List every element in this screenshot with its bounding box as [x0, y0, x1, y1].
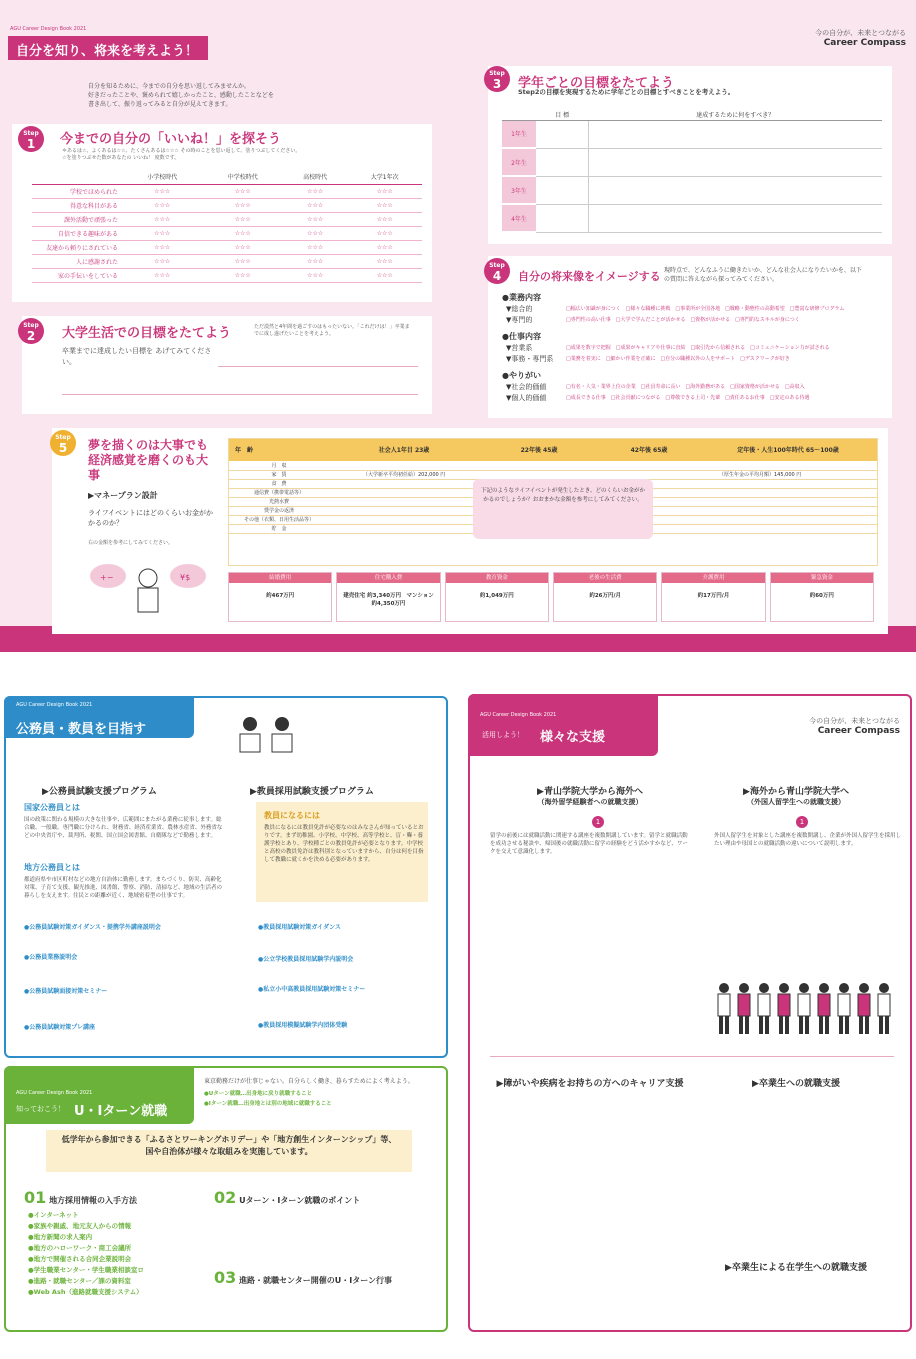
step1-card — [12, 124, 432, 302]
person-figure — [838, 983, 850, 1034]
likes-row — [32, 268, 422, 282]
star-rating[interactable]: ☆☆☆ — [122, 198, 202, 212]
answer-line[interactable] — [218, 366, 418, 367]
star-rating[interactable]: ☆☆☆ — [347, 212, 422, 226]
step-number: 1 — [796, 816, 808, 828]
star-rating[interactable]: ☆☆☆ — [283, 184, 347, 198]
future-section-heading: ●業務内容 — [502, 293, 541, 302]
magenta-kicker: 活用しよう！ — [482, 731, 524, 739]
cost-title: 結婚費用 — [229, 573, 331, 583]
step1-title: 今までの自分の「いいね！」を探そう — [60, 132, 282, 147]
step2-title: 大学生活での目標をたてよう — [62, 326, 232, 341]
info-source-item: ●Web Ash（進路就職支援システム） — [28, 1288, 143, 1296]
civil-program-item[interactable]: ●公務員試験対策ガイダンス・提携学外講座説明会 — [24, 924, 161, 931]
likes-row-label: 課外活動で頑張った — [32, 212, 122, 226]
likes-row-label: 友達から頼りにされている — [32, 240, 122, 254]
step3-title: 学年ごとの目標をたてよう — [518, 76, 675, 91]
checkbox-options[interactable]: □業務を着実に □細かい作業を正確に □自分の職種以外の人をサポート □デスクワークが好き — [566, 356, 790, 362]
abroad-body: 留学の前後には就職活動に関連する講座を複数開講しています。留学と就職活動を成功させる秘訣や、帰国後の就職活動に留学の経験をどう活かすかなど、ワークを交えて意識化します。 — [490, 833, 688, 855]
life-plan-row-label: 月 収 — [229, 461, 329, 470]
teacher-program-heading: ▶教員採用試験支援プログラム — [250, 787, 374, 797]
national-body: 国の政策に関わる規模の大きな仕事や、広範囲にまたがる業務に従事します。総合職、一般職、専門職に分けられ、財務省、経済産業省、農林水産省、外務省などの中央省庁や、裁判所、税関、国立国会図書館、自衛隊などで勤務します。 — [24, 817, 223, 839]
step5-badge: Step 5 — [50, 430, 76, 456]
step3-sub: Step2の目標を実現するために学年ごとの目標とすべきことを考えよう。 — [518, 88, 735, 96]
checkbox-options[interactable]: □成長できる仕事 □社会貢献につながる □尊敬できる上司・先輩 □責任あるお仕事 □安定のある待遇 — [566, 395, 810, 401]
support-panel — [468, 694, 912, 1332]
step4-title: 自分の将来像をイメージする — [518, 270, 661, 283]
person-figure — [818, 983, 830, 1034]
grade-row[interactable]: 1年生 — [502, 120, 882, 148]
students-illustration — [232, 712, 302, 756]
star-rating[interactable]: ☆☆☆ — [202, 226, 282, 240]
cost-card — [336, 572, 440, 622]
grade-row[interactable]: 3年生 — [502, 176, 882, 204]
likes-row-label: 得意な科目がある — [32, 198, 122, 212]
u-turn-def: ●Uターン就職…出身地に戻り就職すること — [204, 1091, 313, 1097]
life-event-costs — [228, 572, 878, 622]
star-rating[interactable]: ☆☆☆ — [202, 240, 282, 254]
step2-card — [22, 316, 432, 414]
star-rating[interactable]: ☆☆☆ — [283, 198, 347, 212]
star-rating[interactable]: ☆☆☆ — [347, 240, 422, 254]
national-heading: 国家公務員とは — [24, 803, 80, 812]
civil-program-heading: ▶公務員試験支援プログラム — [42, 787, 157, 797]
section-02: 02 Uターン・Iターン就職のポイント — [214, 1188, 361, 1207]
local-body: 都道府県や市区町村などの地方自治体に勤務します。まちづくり、防災、高齢化対策、子育て支援、観光推進、図書館、警察、消防、清掃など、地域の生活者の暮らしを支えます。住民との距離が近く、地域密着型の仕事です。 — [24, 877, 223, 899]
future-criterion: ▼個人的価値 — [506, 394, 547, 402]
step5-card — [52, 428, 888, 634]
answer-line[interactable] — [62, 394, 418, 395]
abroad-heading: ▶青山学院大学から海外へ （海外留学経験者への就職支援） — [537, 787, 643, 806]
star-rating[interactable]: ☆☆☆ — [202, 184, 282, 198]
cost-value: 約1,049万円 — [479, 593, 514, 599]
cost-title: 介護費用 — [662, 573, 764, 583]
star-rating[interactable]: ☆☆☆ — [202, 268, 282, 282]
future-criterion: ▼専門的 — [506, 316, 533, 324]
step2-note: ただ漠然と4年間を過ごすのはもったいない。「これだけは！」卒業までに成し遂げたいことを考えよう。 — [254, 324, 410, 337]
life-plan-row[interactable] — [229, 461, 877, 470]
col-university-y1: 大学1年次 — [347, 170, 422, 184]
likes-table — [32, 170, 422, 283]
international-heading: ▶海外から青山学院大学へ （外国人留学生への就職支援） — [743, 787, 849, 806]
cost-card — [228, 572, 332, 622]
info-source-list — [28, 1210, 144, 1298]
star-rating[interactable]: ☆☆☆ — [122, 212, 202, 226]
section-03: 03 進路・就職センター開催のU・Iターン行事 — [214, 1268, 393, 1287]
life-plan-table — [228, 438, 878, 566]
cost-value: 約467万円 — [266, 593, 295, 599]
cost-title: 緊急資金 — [771, 573, 873, 583]
future-section-heading: ●仕事内容 — [502, 332, 541, 341]
step-number: 1 — [592, 816, 604, 828]
civil-program-item[interactable]: ●公務員試験面接対策セミナー — [24, 988, 108, 995]
info-source-item: ●地方のハローワーク・商工会議所 — [28, 1244, 132, 1252]
teacher-program-item[interactable]: ●公立学校教員採用試験学内説明会 — [258, 956, 354, 963]
info-source-item: ●家族や親戚、地元友人からの情報 — [28, 1222, 132, 1230]
future-criterion: ▼営業系 — [506, 344, 533, 352]
life-plan-row-label: 通信費（携帯電話等） — [229, 488, 329, 497]
future-section-heading: ●やりがい — [502, 371, 541, 380]
person-figure — [738, 983, 750, 1034]
checkbox-options[interactable]: □成果を数字で把握 □成果がキャリアや仕事に直結 □取引先から信頼される □コミュニケーション力が試される — [566, 345, 830, 351]
cost-card — [445, 572, 549, 622]
star-rating[interactable]: ☆☆☆ — [202, 254, 282, 268]
likes-row-label: 人に感謝された — [32, 254, 122, 268]
likes-row — [32, 226, 422, 240]
life-plan-header: 年 齢 社会人1年目 23歳 22年後 45歳 42年後 65歳 定年後・人生100年時代 65〜100歳 — [229, 439, 877, 461]
star-rating[interactable]: ☆☆☆ — [347, 184, 422, 198]
life-plan-row-label: 貯 金 — [229, 524, 329, 533]
magenta-title-tab: AGU Career Design Book 2021 活用しよう！ 様々な支援 — [468, 694, 658, 756]
magenta-title: 様々な支援 — [540, 730, 606, 745]
likes-row-label: 自信できる趣味がある — [32, 226, 122, 240]
grade-row[interactable]: 2年生 — [502, 148, 882, 176]
star-rating[interactable]: ☆☆☆ — [283, 254, 347, 268]
future-criterion: ▼社会的価値 — [506, 383, 547, 391]
col-elementary: 小学校時代 — [122, 170, 202, 184]
star-rating[interactable]: ☆☆☆ — [122, 268, 202, 282]
divider — [490, 1056, 894, 1057]
life-plan-row-label: 食 費 — [229, 479, 329, 488]
star-rating[interactable]: ☆☆☆ — [122, 184, 202, 198]
person-figure — [718, 983, 730, 1034]
person-figure — [798, 983, 810, 1034]
civil-servant-panel — [4, 696, 448, 1058]
star-rating[interactable]: ☆☆☆ — [347, 268, 422, 282]
star-rating[interactable]: ☆☆☆ — [283, 240, 347, 254]
cost-title: 教育資金 — [446, 573, 548, 583]
likes-row — [32, 212, 422, 226]
cost-value: 建売住宅 約3,340万円 マンション 約4,350万円 — [343, 593, 434, 607]
step2-badge: Step 2 — [18, 318, 44, 344]
career-compass-logo — [796, 28, 906, 46]
step4-card — [488, 256, 892, 418]
checkbox-options[interactable]: □幅広い知識が身につく □様々な職種に挑戦 □事業所が全国各地 □戦略・動態性の高動希望 □豊富な研修プログラム — [566, 306, 845, 312]
star-rating[interactable]: ☆☆☆ — [122, 254, 202, 268]
teacher-body: 教員になるには教員免許が必要なのはみなさんが知っているとおりです。まず幼稚園、小学校、中学校、高等学校と、盲・聾・養護学校とあり、学校種ごとの教員免許が必要となります。中学校と高校の教員免許は教科別となっていますから、自分は何を目指して教職に就くかを決める必要があります。 — [264, 825, 424, 863]
blue-title-tab: AGU Career Design Book 2021 公務員・教員を目指す — [4, 696, 194, 738]
civil-program-item[interactable]: ●公務員業務説明会 — [24, 954, 78, 961]
compass-name: Career Compass — [823, 38, 906, 48]
cost-title: 老後の生活費 — [554, 573, 656, 583]
star-rating[interactable]: ☆☆☆ — [122, 240, 202, 254]
cost-title: 住宅購入費 — [337, 573, 439, 583]
checkbox-options[interactable]: □有名・人気・業界上位の企業 □社員寿命に長い □海外勤務がある □国家資格が活かせる □高収入 — [566, 384, 805, 390]
col-high-school: 高校時代 — [283, 170, 347, 184]
star-rating[interactable]: ☆☆☆ — [122, 226, 202, 240]
green-kicker: 知っておこう！ — [16, 1105, 65, 1113]
life-plan-row-label: その他（衣類、日用生活品等） — [229, 515, 329, 524]
star-rating[interactable]: ☆☆☆ — [202, 212, 282, 226]
star-rating[interactable]: ☆☆☆ — [347, 254, 422, 268]
cost-value: 約17万円/月 — [697, 593, 730, 599]
star-rating[interactable]: ☆☆☆ — [283, 226, 347, 240]
future-criterion: ▼総合的 — [506, 305, 533, 313]
step4-lead: 現時点で、どんなふうに働きたいか、どんな社会人になりたいかを、以下の質問に答えながら探ってみてください。 — [664, 267, 862, 283]
info-source-item: ●学生職業センター・学生職業相談室ロ — [28, 1266, 144, 1274]
step5-sub: ▶マネープラン設計 — [88, 491, 158, 500]
step5-hint: 右の金額を参考にしてみてください。 — [88, 540, 174, 546]
grade-goals-table: 目 標 達成するために何をすべき？ 1年生 2年生 3年生 4年生 — [502, 110, 882, 233]
u-i-turn-panel — [4, 1066, 448, 1332]
green-title-tab: AGU Career Design Book 2021 知っておこう！ U・Iターン就職 — [4, 1066, 194, 1124]
checkbox-options[interactable]: □専門性の高い仕事 □大学で学んだことが活かせる □資格が活かせる □専門的なスキルが身につく — [566, 317, 800, 323]
person-figure — [778, 983, 790, 1034]
star-rating[interactable]: ☆☆☆ — [283, 212, 347, 226]
person-figure — [878, 983, 890, 1034]
salary-note: （大学新卒平均初任給）202,000 円 — [363, 472, 446, 478]
info-source-item: ●地方で開催される合同企業説明会 — [28, 1255, 132, 1263]
teacher-program-item[interactable]: ●教員採用試験対策ガイダンス — [258, 924, 341, 931]
people-illustration — [714, 976, 904, 1042]
thinking-person-illustration — [88, 558, 208, 614]
step1-note: ＊あるは☆、よくあるは☆☆、たくさんあるは☆☆☆ その時のことを思い返して、塗りつぶしてください。 ☆を塗りつぶせた数があなたの いいね！ 度数です。 — [62, 148, 301, 161]
i-turn-def: ●Iターン就職…出身地とは別の地域に就職すること — [204, 1101, 332, 1107]
grade-row[interactable]: 4年生 — [502, 204, 882, 232]
step1-badge: Step 1 — [18, 126, 44, 152]
likes-row — [32, 240, 422, 254]
cost-card — [661, 572, 765, 622]
likes-row-label: 学校でほめられた — [32, 184, 122, 198]
cost-value: 約26万円/月 — [589, 593, 621, 599]
alumni-mentor-heading: ▶卒業生による在学生への就職支援 — [725, 1263, 867, 1273]
star-rating[interactable]: ☆☆☆ — [202, 198, 282, 212]
star-rating[interactable]: ☆☆☆ — [347, 198, 422, 212]
star-rating[interactable]: ☆☆☆ — [347, 226, 422, 240]
life-plan-row-label: 奨学金の返済 — [229, 506, 329, 515]
star-rating[interactable]: ☆☆☆ — [283, 268, 347, 282]
cost-card — [770, 572, 874, 622]
civil-program-item[interactable]: ●公務員試験対策プレ講座 — [24, 1024, 95, 1031]
step4-badge: Step 4 — [484, 258, 510, 284]
life-plan-row-label: 光熱水費 — [229, 497, 329, 506]
likes-row — [32, 184, 422, 198]
step3-badge: Step 3 — [484, 66, 510, 92]
step5-question: ライフイベントにはどのくらいお金がかかるのか？ — [88, 509, 213, 527]
blue-title: 公務員・教員を目指す — [16, 722, 147, 737]
career-spread — [0, 0, 916, 652]
green-intro: 東京勤務だけが仕事じゃない。自分らしく働き、暮らすためによく考えよう。 — [204, 1078, 414, 1085]
local-heading: 地方公務員とは — [24, 863, 80, 872]
svg-text:+−: +− — [100, 573, 114, 582]
teacher-program-item[interactable]: ●私立小中高教員採用試験対策セミナー — [258, 986, 366, 993]
life-plan-row-label: 家 賃 — [229, 470, 329, 479]
page-title: 自分を知り、将来を考えよう！ — [8, 36, 208, 60]
step2-body: 卒業までに達成したい目標を あげてみてください。 — [62, 347, 212, 366]
cost-card — [553, 572, 657, 622]
disability-heading: ▶障がいや疾病をお持ちの方へのキャリア支援 — [496, 1079, 684, 1089]
info-source-item: ●インターネット — [28, 1211, 79, 1219]
life-event-callout: 下記のようなライフイベントが発生したとき、どのくらいお金がかかるのでしょうか？おおまかな金額を参考にしてみてください。 — [473, 479, 653, 539]
likes-row-label: 家の手伝いをしている — [32, 268, 122, 282]
person-figure — [858, 983, 870, 1034]
teacher-heading: 教員になるには — [264, 811, 320, 820]
career-compass-logo: 今の自分が、未来とつながる Career Compass — [809, 717, 900, 736]
teacher-program-item[interactable]: ●教員採用模擬試験学内団体受験 — [258, 1022, 348, 1029]
step3-card — [488, 66, 892, 244]
likes-row — [32, 198, 422, 212]
intro-text: 自分を知るために、今までの自分を思い返してみませんか。 好きだったことや、褒められて嬉しかったこと、感動したことなどを 書き出して、振り返ってみると自分が見えてきます。 — [88, 83, 274, 108]
international-body: 外国人留学生を対象とした講座を複数開講し、企業が外国人留学生を採用したい理由や母国との就職活動の違いについて説明します。 — [714, 833, 902, 847]
compass-tagline: 今の自分が、未来とつながる — [815, 29, 906, 37]
cost-value: 約60万円 — [809, 593, 834, 599]
program-callout: 低学年から参加できる「ふるさとワーキングホリデー」や「地方創生インターンシップ」等、国や自治体が様々な取組みを実施しています。 — [46, 1130, 412, 1172]
col-junior-high: 中学校時代 — [202, 170, 282, 184]
teacher-info-box — [256, 802, 428, 902]
likes-row — [32, 254, 422, 268]
step5-title: 夢を描くのは大事でも経済感覚を磨くのも大事 — [88, 438, 209, 482]
person-figure — [758, 983, 770, 1034]
alumni-heading: ▶卒業生への就職支援 — [752, 1079, 840, 1089]
info-source-item: ●進路・就職センター／課の資料室 — [28, 1277, 131, 1285]
book-tag: AGU Career Design Book 2021 — [10, 26, 87, 32]
svg-text:¥$: ¥$ — [180, 573, 191, 582]
future-criterion: ▼事務・専門系 — [506, 355, 554, 363]
green-title: U・Iターン就職 — [74, 1104, 168, 1119]
info-source-item: ●地方新聞の求人案内 — [28, 1233, 93, 1241]
section-01: 01 地方採用情報の入手方法 — [24, 1188, 138, 1207]
pension-note: （厚生年金の平均月額）145,000 円 — [719, 472, 802, 478]
